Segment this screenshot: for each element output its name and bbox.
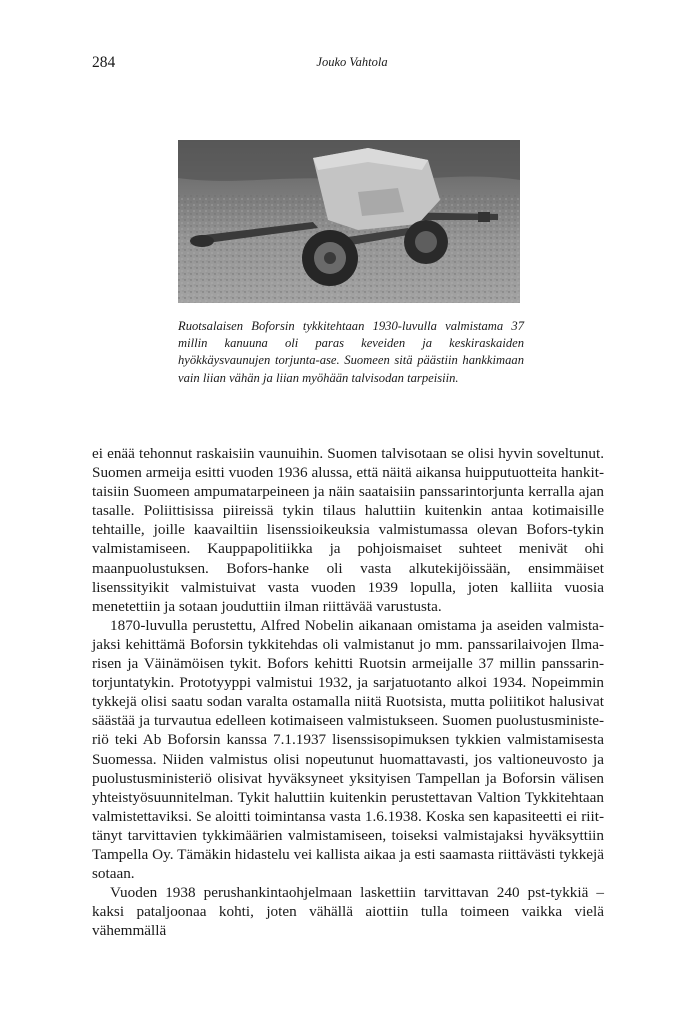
- paragraph: Vuoden 1938 perushankintaohjelmaan laskettiin tarvittavan 240 pst-tykkiä – kaksi pataljoonaa kohti, joten vähällä aiottiin tulla toimeen vaikka vielä vähemmällä: [92, 884, 604, 940]
- paragraph: ei enää tehonnut raskaisiin vaunuihin. Suomen talvisotaan se olisi hyvin soveltunut. Suomen armeija esitti vuoden 1936 alussa, että näitä aikansa huipputuotteita hankittaisiin Suomeen ampumatarpeineen ja näin saataisiin panssarintorjunta kerralla ajan tasalle. Poliittisissa piireissä tykin tilaus haluttiin kuitenkin antaa kotimaisille tehtaille, joille kaavailtiin lisenssioikeuksia valmistumassa olevan Bofors-tykin valmistamiseen. Kauppapolitiikka ja pohjoismaiset suhteet menivät ohi maanpuolustuksen. Bofors-hanke oli vasta alkutekijöissään, ensimmäiset lisenssityikit valmistuivat vasta vuoden 1939 lopulla, joten kalliita vuosia menetettiin ja sotaan jouduttiin ilman riittävää varustusta.: [92, 445, 604, 615]
- body-text: [92, 444, 604, 940]
- page-header: [92, 54, 612, 74]
- paragraph: 1870-luvulla perustettu, Alfred Nobelin aikanaan omistama ja aseiden valmistajaksi kehittämä Boforsin tykkitehdas oli valmistanut jo mm. panssarilaivojen Ilmarisen ja Väinämöisen tykit. Bofors kehitti Ruotsin armeijalle 37 millin panssarintorjuntatykin. Prototyyppi valmistui 1932, ja sarjatuotanto alkoi 1934. Nopeimmin tykkejä olisi saatu sodan varalta ostamalla niitä Ruotsista, mutta poliitikot halusivat säästää ja turvautua edelleen kotimaiseen valmistukseen. Suomen puolustusministeriö teki Ab Boforsin kanssa 7.1.1937 lisenssisopimuksen tykkien valmistamisesta Suomessa. Niiden valmistus olisi nopeutunut huomattavasti, jos valtioneuvosto ja puolustusministeriö olisivat hyväksyneet yksityisen Tampellan ja Boforsin välisen yhteistyösuunnitelman. Tykit haluttiin kuitenkin perustettavan Valtion Tykkitehtaan valmistettaviksi. Se aloitti toimintansa vasta 1.6.1938. Koska sen kapasiteetti ei riittänyt tarvittavien tykkimäärien valmistamiseen, toiseksi valmistajaksi hyväksyttiin Tampella Oy. Tämäkin hidastelu vei kallista aikaa ja esti saamasta riittävästi tykkejä sotaan.: [92, 616, 604, 883]
- running-title: Jouko Vahtola: [316, 55, 388, 69]
- photo-illustration: [178, 140, 520, 303]
- page-number: 284: [92, 54, 116, 71]
- figure-caption: Ruotsalaisen Boforsin tykkitehtaan 1930-luvulla valmistama 37 millin kanuuna oli paras keveiden ja keskiraskaiden hyökkäysvaunujen torjunta-ase. Suomeen sitä päästiin hankkimaan vain liian vähän ja liian myöhään talvisodan tarpeisiin.: [178, 319, 524, 385]
- anti-tank-gun-photo: [178, 140, 520, 303]
